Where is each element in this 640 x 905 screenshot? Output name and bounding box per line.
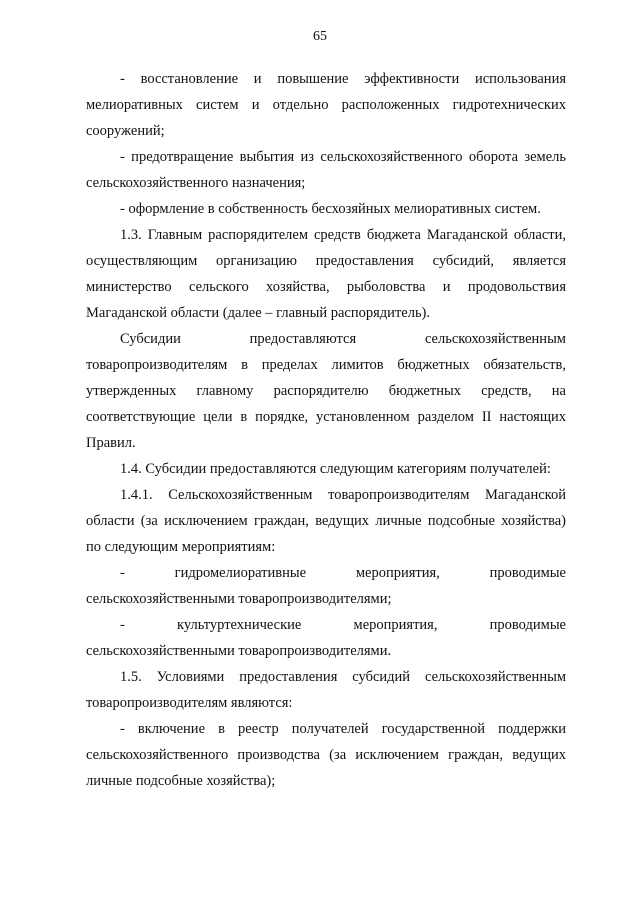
text-line: осуществляющим организацию предоставления субсидий, является: [86, 253, 566, 269]
paragraph: [86, 716, 566, 794]
text-line: 1.4. Субсидии предоставляются следующим категориям получателей:: [120, 461, 551, 477]
text-line: 1.5. Условиями предоставления субсидий сельскохозяйственным: [120, 669, 566, 685]
paragraph: [86, 456, 566, 482]
paragraph: [86, 196, 566, 222]
text-line: сельскохозяйственными товаропроизводителями.: [86, 643, 392, 659]
text-line: сельскохозяйственного назначения;: [86, 175, 306, 191]
text-line: сельскохозяйственными товаропроизводителями;: [86, 591, 392, 607]
text-line: - гидромелиоративные мероприятия, проводимые: [120, 565, 566, 581]
paragraph: [86, 144, 566, 196]
page-number: 65: [313, 29, 327, 44]
paragraph: [86, 560, 566, 612]
text-line: утвержденных главному распорядителю бюджетных средств, на: [86, 383, 566, 399]
text-line: соответствующие цели в порядке, установленном разделом II настоящих: [86, 409, 566, 425]
text-line: области (за исключением граждан, ведущих личные подсобные хозяйства): [86, 513, 566, 529]
paragraph: [86, 612, 566, 664]
text-line: министерство сельского хозяйства, рыболовства и продовольствия: [86, 279, 566, 295]
text-line: - культуртехнические мероприятия, проводимые: [120, 617, 566, 633]
paragraph: [86, 326, 566, 456]
text-line: - включение в реестр получателей государственной поддержки: [120, 721, 566, 737]
text-line: сооружений;: [86, 123, 165, 139]
text-line: Правил.: [86, 435, 136, 451]
text-line: - восстановление и повышение эффективности использования: [120, 71, 566, 87]
document-body: [86, 66, 566, 794]
text-line: товаропроизводителям в пределах лимитов бюджетных обязательств,: [86, 357, 566, 373]
text-line: сельскохозяйственного производства (за исключением граждан, ведущих: [86, 747, 566, 763]
text-line: - предотвращение выбытия из сельскохозяйственного оборота земель: [120, 149, 566, 165]
text-line: Магаданской области (далее – главный распорядитель).: [86, 305, 431, 321]
text-line: мелиоративных систем и отдельно расположенных гидротехнических: [86, 97, 566, 113]
text-line: по следующим мероприятиям:: [86, 539, 276, 555]
paragraph: [86, 222, 566, 326]
text-line: личные подсобные хозяйства);: [86, 773, 276, 789]
paragraph: [86, 66, 566, 144]
text-line: - оформление в собственность бесхозяйных мелиоративных систем.: [120, 201, 541, 217]
text-line: 1.4.1. Сельскохозяйственным товаропроизводителям Магаданской: [120, 487, 566, 503]
paragraph: [86, 664, 566, 716]
text-line: Субсидии предоставляются сельскохозяйственным: [120, 331, 566, 347]
text-line: товаропроизводителям являются:: [86, 695, 293, 711]
text-line: 1.3. Главным распорядителем средств бюджета Магаданской области,: [120, 227, 566, 243]
paragraph: [86, 482, 566, 560]
